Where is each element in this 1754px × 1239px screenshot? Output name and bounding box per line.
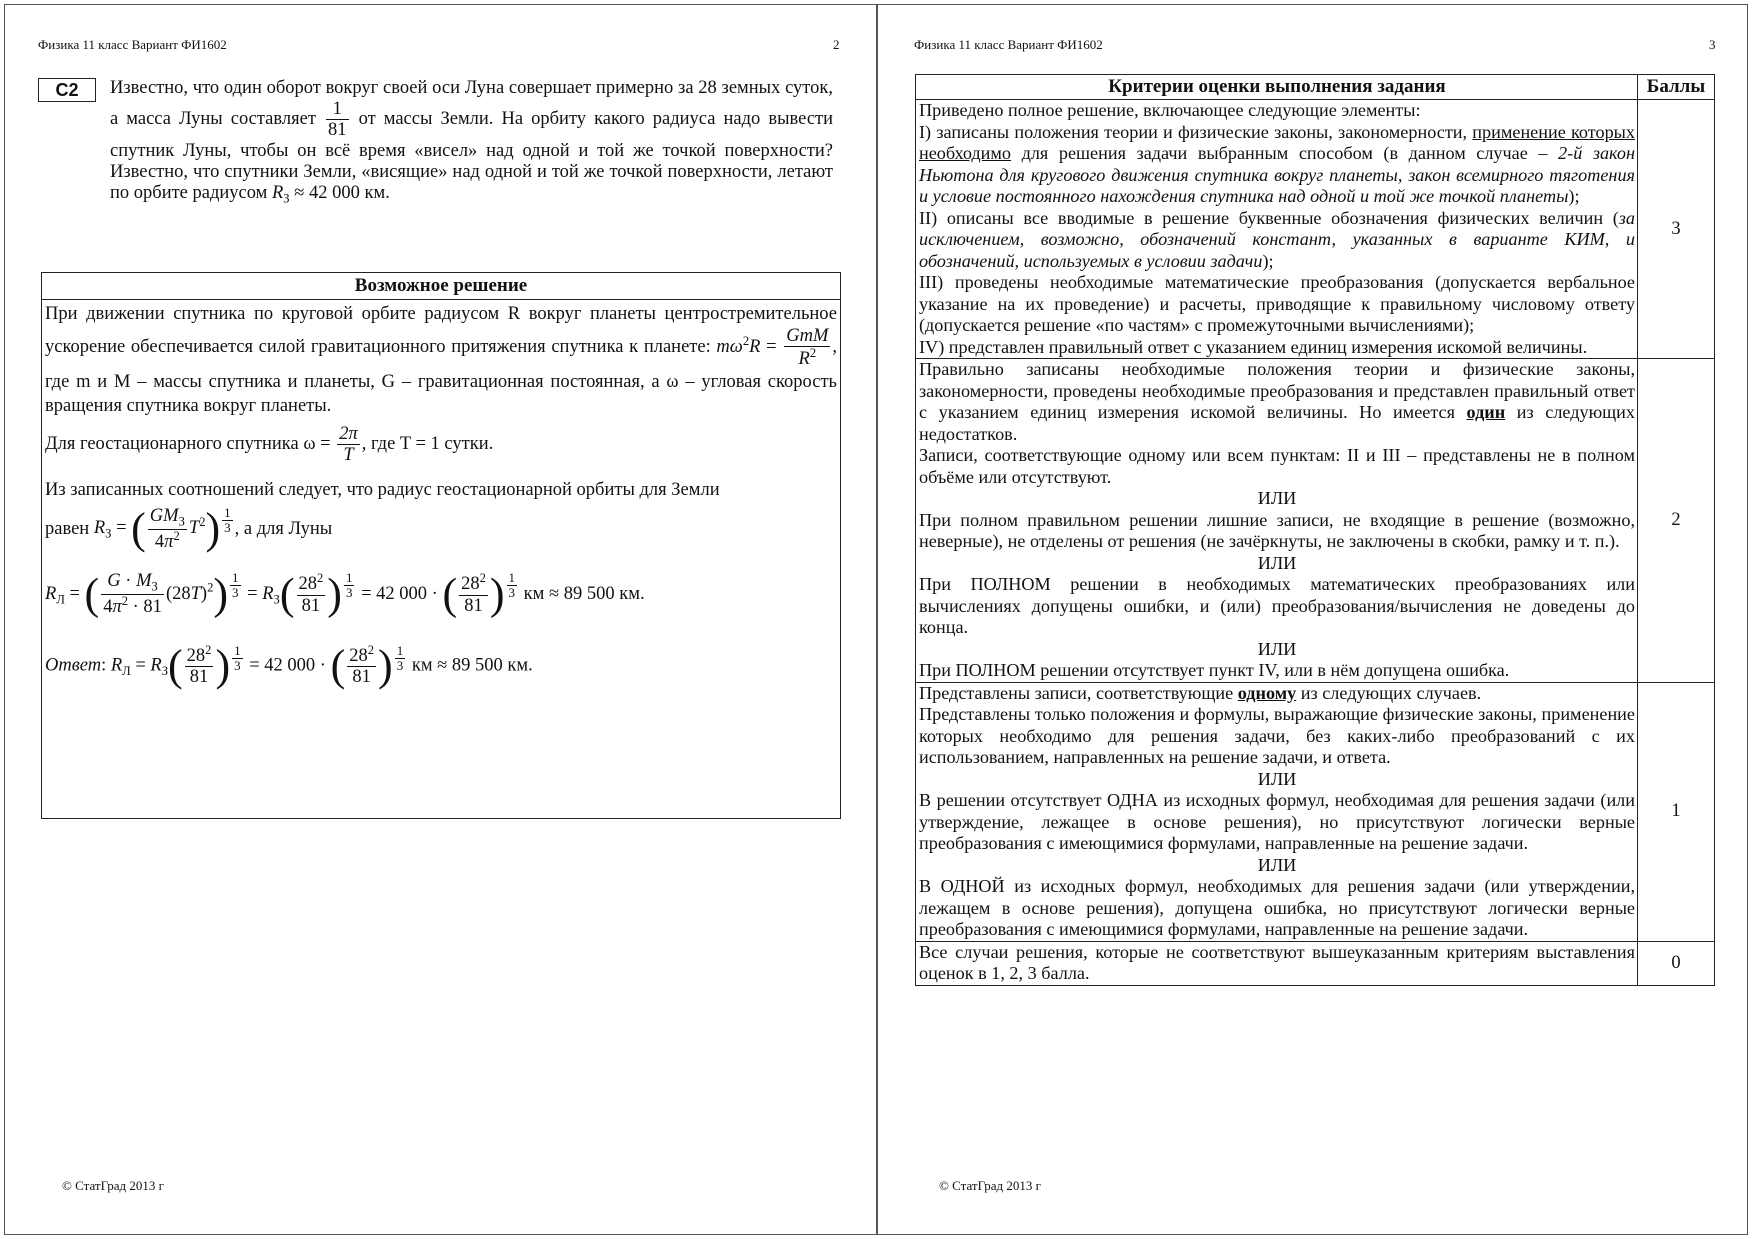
task-text: Известно, что один оборот вокруг своей оси Луна совершает примерно за 28 земных суток, а масса Луны составляет $\frac{1}{81}$ от массы Земли. На орбиту какого радиуса надо вывести спутник Луны, чтобы он всё время «висел» над одной и той же точкой поверхности? Известно, что спутники Земли, «висящие» над одной и той же точкой поверхности, летают по орбите радиусом $R_З \approx 42$ 000 км. [110, 78, 834, 206]
task-tag: С2 [38, 78, 96, 102]
solution-p3: Из записанных соотношений следует, что радиус геостационарной орбиты для Земли [45, 479, 720, 500]
formula-centripetal: $m\omega^2R$ = $\frac{\text{GmM}}{R^2}$ [716, 326, 829, 370]
criteria-row-1: Представлены записи, соответствующие одному из следующих случаев. Представлены только положения и формулы, выражающие физические законы, применение которых необходимо для решения задачи, без каких-либо преобразований с их использованием, направленных на решение задачи, и ответа. ИЛИ В решении отсутствует ОДНА из исходных формул, необходимая для решения задачи (или утверждение, лежащее в основе решения), но присутствуют логически верные преобразования с имеющимися формулами, направленные на решение задачи. ИЛИ В ОДНОЙ из исходных формул, необходимых для решения задачи (или утверждении, лежащем в основе решения), допущена ошибка, но присутствуют логически верные преобразования с имеющимися формулами, направленные на решение задачи. 1 [916, 683, 1714, 942]
score-1: 1 [1671, 801, 1681, 821]
score-2: 2 [1671, 509, 1681, 530]
right-page-number: 3 [1709, 37, 1716, 52]
right-footer: © СтатГрад 2013 г [939, 1178, 1041, 1193]
right-page [877, 0, 1754, 1239]
score-0: 0 [1671, 952, 1681, 973]
formula-earth-radius: $R_З$ = ( $\frac{GM_З}{4\pi^2}$ $T^2$) $\frac{1}{3}$ [93, 504, 231, 554]
criteria-table [915, 74, 1715, 986]
left-page-number: 2 [833, 37, 840, 52]
solution-body [42, 300, 840, 688]
left-header: Физика 11 класс Вариант ФИ1602 [38, 37, 227, 52]
solution-answer: Ответ: $R_Л = R_З$( $\frac{28^2}{81}$ ) $\frac{1}{3}$ = 42 000 · ( $\frac{28^2}{81}$ ) $\frac{1}{3}$ км ≈ 89 500 км. [45, 640, 533, 690]
points-col-header: Баллы [1646, 76, 1706, 97]
solution-p4: равен $R_З$ = ( $\frac{GM_З}{4\pi^2}$ $T^2$) $\frac{1}{3}$ , а для Луны [45, 504, 333, 554]
solution-p2: Для геостационарного спутника ω = $\frac{2\pi}{T}$ , где T = 1 сутки. [45, 423, 494, 466]
right-header: Физика 11 класс Вариант ФИ1602 [914, 37, 1103, 52]
score-3: 3 [1671, 218, 1681, 239]
criteria-col-header: Критерии оценки выполнения задания [916, 75, 1638, 99]
mass-fraction: $\frac{1}{81}$ [328, 99, 347, 141]
criteria-row-0: Все случаи решения, которые не соответствуют вышеуказанным критериям выставления оценок в 1, 2, 3 балла. 0 [916, 942, 1714, 985]
criteria-header-row [916, 75, 1714, 100]
solution-p1: При движении спутника по круговой орбите радиусом R вокруг планеты центростремительное ускорение обеспечивается силой гравитационного притяжения спутника к планете: $m\omega^2R$ = $\frac{\text{GmM}}{R^2}$ , где m и M – массы спутника и планеты, G – гравитационная постоянная, а ω – угловая скорость вращения спутника вокруг планеты. [45, 304, 837, 416]
criteria-row-3: Приведено полное решение, включающее следующие элементы: I) записаны положения теории и физические законы, закономерности, применение которых необходимо для решения задачи выбранным способом (в данном случае – 2-й закон Ньютона для кругового движения спутника вокруг планеты, закон всемирного тяготения и условие постоянного нахождения спутника над одной и той же точкой планеты); II) описаны все вводимые в решение буквенные обозначения физических величин (за исключением, возможно, обозначений констант, указанных в варианте КИМ, и обозначений, используемых в условии задачи); III) проведены необходимые математические преобразования (допускается вербальное указание на их проведение) и расчеты, приводящие к правильному числовому ответу (допускается решение «по частям» с промежуточными вычислениями); IV) представлен правильный ответ с указанием единиц измерения искомой величины. 3 [916, 100, 1714, 359]
solution-box [41, 272, 841, 819]
solution-title: Возможное решение [42, 273, 840, 300]
criteria-row-2: Правильно записаны необходимые положения теории и физические законы, закономерности, проведены необходимые преобразования и представлен правильный ответ с указанием единиц измерения искомой величины. Но имеется один из следующих недостатков. Записи, соответствующие одному или всем пунктам: II и III – представлены не в полном объёме или отсутствуют. ИЛИ При полном правильном решении лишние записи, не входящие в решение (возможно, неверные), не отделены от решения (не зачёркнуты, не заключены в скобки, рамку и т. п.). ИЛИ При ПОЛНОМ решении в необходимых математических преобразованиях или вычислениях допущены ошибки, и (или) преобразования/вычисления не доведены до конца. ИЛИ При ПОЛНОМ решении отсутствует пункт IV, или в нём допущена ошибка. 2 [916, 359, 1714, 683]
formula-moon-radius: $R_Л$ = ( $\frac{G \cdot M_З}{4\pi^2 \cdot 81}$ $(28T)^2$) $\frac{1}{3}$ = $R_З$( $\frac{28^2}{81}$ ) $\frac{1}{3}$ = 42 000 · ( $\frac{28^2}{81}$ ) $\frac{1}{3}$ км ≈ 89 500 км. [45, 569, 645, 619]
left-footer: © СтатГрад 2013 г [62, 1178, 164, 1193]
